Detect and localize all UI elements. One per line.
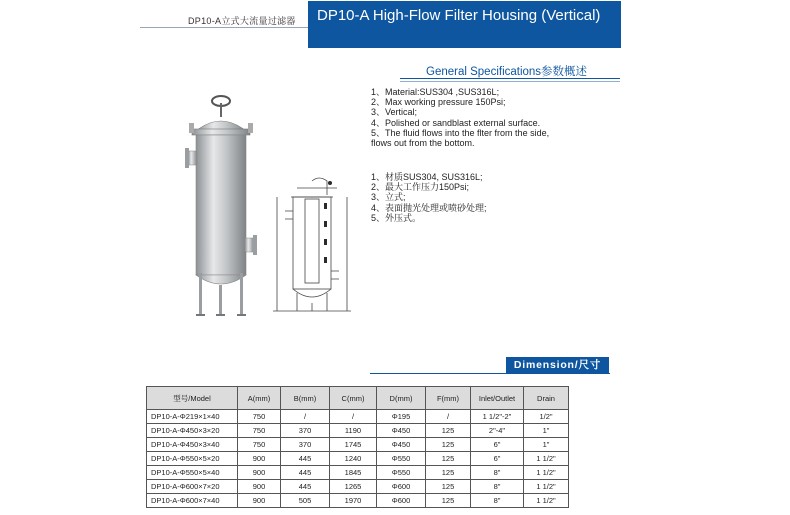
spec-item: 5、外压式。 — [371, 212, 422, 223]
table-cell: 125 — [426, 466, 471, 480]
table-cell: 125 — [426, 480, 471, 494]
column-header: D(mm) — [377, 387, 426, 410]
table-cell: 6" — [471, 438, 524, 452]
spec-item: 4、表面抛光处理或喷砂处理; — [371, 202, 487, 213]
spec-list-english — [371, 87, 549, 148]
table-cell: Φ450 — [377, 424, 426, 438]
table-cell: 1 1/2" — [524, 480, 569, 494]
spec-item: 3、立式; — [371, 192, 406, 203]
table-row — [147, 480, 569, 494]
table-cell: 445 — [281, 480, 330, 494]
table-cell: 1 1/2" — [524, 494, 569, 508]
column-header: A(mm) — [238, 387, 281, 410]
table-row — [147, 410, 569, 424]
table-cell: 1240 — [330, 452, 377, 466]
table-row — [147, 466, 569, 480]
table-cell: Φ550 — [377, 452, 426, 466]
general-specifications-heading: General Specifications参数概述 — [426, 66, 588, 78]
table-cell: 8" — [471, 494, 524, 508]
table-cell: 900 — [238, 466, 281, 480]
table-cell: 900 — [238, 452, 281, 466]
column-header: Drain — [524, 387, 569, 410]
table-cell: 370 — [281, 424, 330, 438]
dimension-heading: Dimension/尺寸 — [506, 357, 609, 374]
table-cell: 8" — [471, 466, 524, 480]
model-cell: DP10-A-Φ600×7×20 — [147, 480, 238, 494]
filter-housing-photo — [183, 93, 263, 318]
left-title-divider — [140, 27, 310, 28]
column-header: 型号/Model — [147, 387, 238, 410]
table-cell: 125 — [426, 424, 471, 438]
table-cell: 750 — [238, 438, 281, 452]
heading-divider — [400, 78, 620, 79]
table-row — [147, 424, 569, 438]
left-title: DP10-A立式大流量过滤器 — [188, 16, 296, 26]
spec-item: 5、The fluid flows into the flter from the side, — [371, 127, 550, 138]
model-cell: DP10-A-Φ550×5×20 — [147, 452, 238, 466]
table-row — [147, 494, 569, 508]
table-cell: 8" — [471, 480, 524, 494]
model-cell: DP10-A-Φ450×3×20 — [147, 424, 238, 438]
heading-divider-secondary — [400, 81, 620, 82]
table-cell: 1745 — [330, 438, 377, 452]
table-header-row — [147, 387, 569, 410]
table-cell: 1970 — [330, 494, 377, 508]
dimension-divider — [370, 373, 610, 374]
table-cell: 6" — [471, 452, 524, 466]
spec-item: 2、最大工作压力150Psi; — [371, 182, 470, 193]
spec-item: 2、Max working pressure 150Psi; — [371, 97, 506, 108]
table-cell: 1" — [524, 424, 569, 438]
table-cell: 125 — [426, 452, 471, 466]
model-cell: DP10-A-Φ219×1×40 — [147, 410, 238, 424]
model-cell: DP10-A-Φ450×3×40 — [147, 438, 238, 452]
table-cell: Φ600 — [377, 480, 426, 494]
table-cell: 125 — [426, 438, 471, 452]
page-title: DP10-A High-Flow Filter Housing (Vertical) — [317, 7, 601, 24]
table-cell: 1 1/2"-2" — [471, 410, 524, 424]
table-cell: 1 1/2" — [524, 452, 569, 466]
table-cell: Φ195 — [377, 410, 426, 424]
table-cell: / — [426, 410, 471, 424]
table-cell: 1" — [524, 438, 569, 452]
column-header: B(mm) — [281, 387, 330, 410]
spec-item: flows out from the bottom. — [371, 138, 475, 149]
table-cell: 750 — [238, 424, 281, 438]
table-cell: / — [281, 410, 330, 424]
table-cell: 2"-4" — [471, 424, 524, 438]
column-header: Inlet/Outlet — [471, 387, 524, 410]
table-cell: 1265 — [330, 480, 377, 494]
table-cell: 370 — [281, 438, 330, 452]
column-header: F(mm) — [426, 387, 471, 410]
spec-list-chinese — [371, 172, 487, 223]
filter-housing-diagram — [267, 173, 357, 318]
table-cell: 1/2" — [524, 410, 569, 424]
table-cell: 1 1/2" — [524, 466, 569, 480]
table-cell: 505 — [281, 494, 330, 508]
table-cell: / — [330, 410, 377, 424]
table-cell: 900 — [238, 480, 281, 494]
title-banner — [308, 1, 621, 48]
table-row — [147, 452, 569, 466]
model-cell: DP10-A-Φ600×7×40 — [147, 494, 238, 508]
table-row — [147, 438, 569, 452]
table-cell: 125 — [426, 494, 471, 508]
table-cell: Φ450 — [377, 438, 426, 452]
column-header: C(mm) — [330, 387, 377, 410]
table-cell: 900 — [238, 494, 281, 508]
spec-item: 1、材质SUS304, SUS316L; — [371, 172, 483, 182]
table-cell: 1190 — [330, 424, 377, 438]
spec-item: 1、Material:SUS304 ,SUS316L; — [371, 87, 500, 97]
table-cell: Φ550 — [377, 466, 426, 480]
table-cell: 1845 — [330, 466, 377, 480]
spec-item: 4、Polished or sandblast external surface. — [371, 117, 541, 128]
spec-item: 3、Vertical; — [371, 107, 418, 118]
model-cell: DP10-A-Φ550×5×40 — [147, 466, 238, 480]
table-cell: Φ600 — [377, 494, 426, 508]
table-cell: 750 — [238, 410, 281, 424]
dimension-table — [146, 386, 569, 508]
table-cell: 445 — [281, 452, 330, 466]
table-cell: 445 — [281, 466, 330, 480]
